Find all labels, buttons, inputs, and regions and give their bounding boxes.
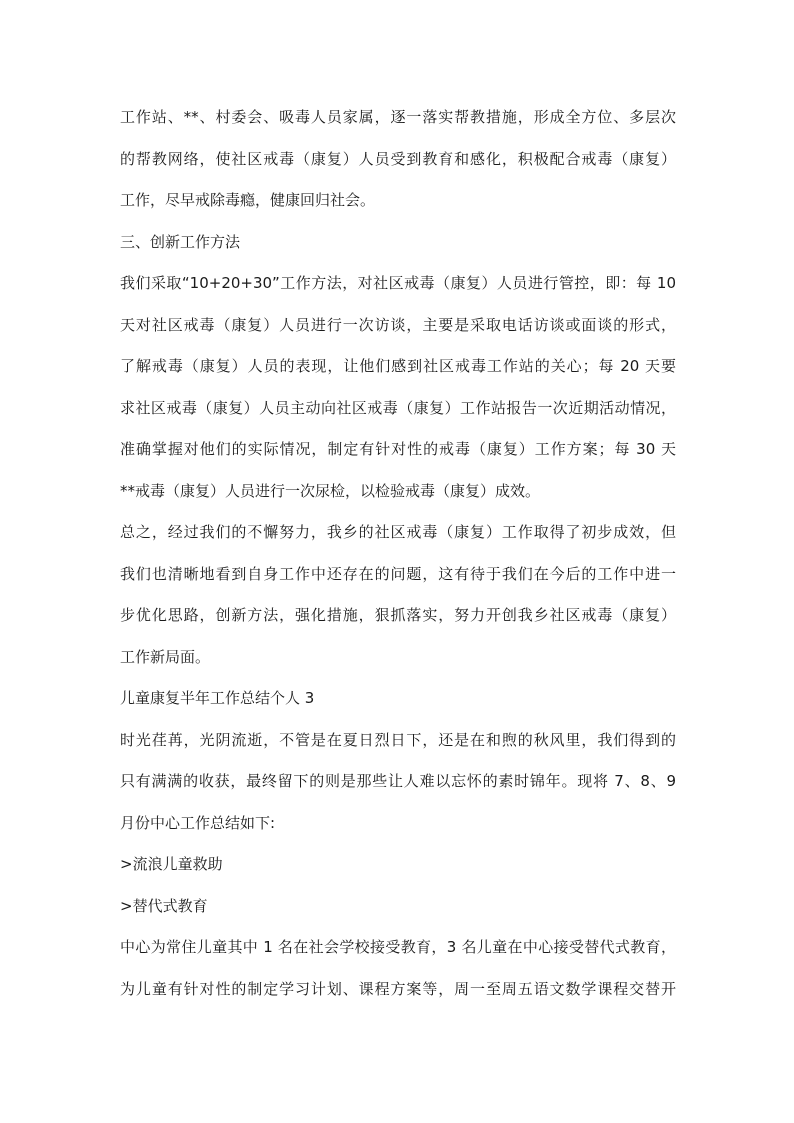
body-line: 时光荏苒，光阴流逝，不管是在夏日烈日下，还是在和煦的秋风里，我们得到的 [120,730,676,749]
body-line: 了解戒毒（康复）人员的表现，让他们感到社区戒毒工作站的关心；每 20 天要 [120,357,676,375]
section-heading: 三、创新工作方法 [120,232,241,251]
body-line: 工作站、**、村委会、吸毒人员家属，逐一落实帮教措施，形成全方位、多层次 [120,108,676,126]
body-line: 求社区戒毒（康复）人员主动向社区戒毒（康复）工作站报告一次近期活动情况， [120,398,676,417]
body-line: 我们也清晰地看到自身工作中还存在的问题，这有待于我们在今后的工作中进一 [120,564,676,583]
body-line: 中心为常住儿童其中 1 名在社会学校接受教育，3 名儿童在中心接受替代式教育， [120,938,676,956]
body-line: 步优化思路，创新方法，强化措施，狠抓落实，努力开创我乡社区戒毒（康复） [120,606,676,624]
body-line: 工作新局面。 [120,647,211,666]
body-line: 为儿童有针对性的制定学习计划、课程方案等，周一至周五语文数学课程交替开 [120,979,676,998]
body-line: 总之，经过我们的不懈努力，我乡的社区戒毒（康复）工作取得了初步成效，但 [120,523,676,541]
list-item: >流浪儿童救助 [120,855,223,873]
body-line: 准确掌握对他们的实际情况，制定有针对性的戒毒（康复）工作方案；每 30 天 [120,440,676,458]
body-line: 只有满满的收获，最终留下的则是那些让人难以忘怀的素时锦年。现将 7、8、9 [120,772,676,790]
body-line: 我们采取“10+20+30”工作方法，对社区戒毒（康复）人员进行管控，即：每 10 [120,274,676,292]
list-item: >替代式教育 [120,896,208,915]
body-line: **戒毒（康复）人员进行一次尿检，以检验戒毒（康复）成效。 [120,481,541,500]
article-title: 儿童康复半年工作总结个人 3 [120,689,315,707]
body-line: 月份中心工作总结如下: [120,813,276,832]
body-line: 工作，尽早戒除毒瘾，健康回归社会。 [120,191,376,209]
body-line: 的帮教网络，使社区戒毒（康复）人员受到教育和感化，积极配合戒毒（康复） [120,149,676,168]
body-line: 天对社区戒毒（康复）人员进行一次访谈，主要是采取电话访谈或面谈的形式， [120,315,676,334]
document-body [120,97,676,1010]
